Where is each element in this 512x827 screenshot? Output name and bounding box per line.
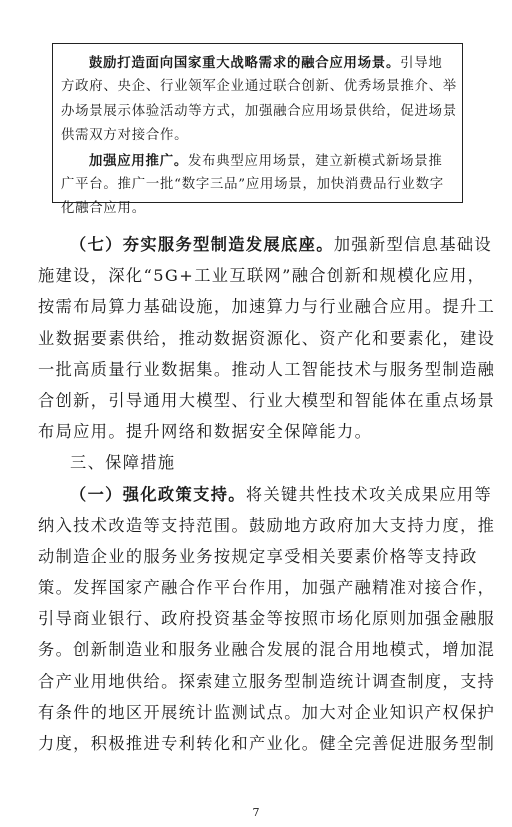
paragraph-line [38,479,493,510]
callout-box [52,43,463,217]
callout-emphasis-promotion: 加强应用推广。 [89,152,188,169]
paragraph-line [38,229,493,260]
callout-line: 广平台。推广一批“数字三品”应用场景，加快消费品行业数字 [61,176,444,192]
callout-line: 办场景展示体验活动等方式，加强融合应用场景供给，促进场景 [61,103,457,119]
callout-text: 引导地 [400,56,443,71]
paragraph-text: 加强新型信息基础设 [333,235,493,254]
callout-line [61,149,462,173]
paragraph-line: 策。发挥国家产融合作平台作用，加强产融精准对接合作， [38,578,496,598]
page-number: 7 [252,806,260,819]
paragraph-line: 务。创新制造业和服务业融合发展的混合用地模式，增加混 [38,640,496,660]
callout-line: 方政府、央企、行业领军企业通过联合创新、优秀场景推介、举 [61,79,457,95]
callout-line: 供需双方对接合作。 [61,128,189,144]
paragraph-line: 有条件的地区开展统计监测试点。加大对企业知识产权保护 [38,702,496,722]
paragraph-line: 业数据要素供给，推动数据资源化、资产化和要素化，建设 [38,328,496,348]
section-7-heading: （七）夯实服务型制造发展底座。 [70,235,334,254]
paragraph-text: 将关键共性技术攻关成果应用等 [245,484,493,504]
callout-line [61,51,462,75]
body-text [38,229,496,759]
paragraph-line: 施建设，深化“5G+工业互联网”融合创新和规模化应用， [38,266,486,286]
paragraph-line: 力度，积极推进专利转化和产业化。健全完善促进服务型制 [38,734,496,753]
paragraph-line: 纳入技术改造等支持范围。鼓励地方政府加大支持力度，推 [38,515,496,535]
paragraph-line: 引导商业银行、政府投资基金等按照市场化原则加强金融服 [38,609,496,629]
paragraph-line: 合创新，引导通用大模型、行业大模型和智能体在重点场景 [38,390,496,410]
paragraph-line: 一批高质量行业数据集。推动人工智能技术与服务型制造融 [38,359,496,379]
paragraph-line: 按需布局算力基础设施，加速算力与行业融合应用。提升工 [38,297,496,317]
subsection-1-heading: （一）强化政策支持。 [70,484,246,504]
paragraph-line: 布局应用。提升网络和数据安全保障能力。 [38,422,373,442]
callout-text: 发布典型应用场景，建立新模式新场景推 [187,153,443,169]
paragraph-line: 合产业用地供给。探索建立服务型制造统计调查制度，支持 [38,671,496,691]
paragraph-line: 动制造企业的服务业务按规定享受相关要素价格等支持政 [38,546,478,566]
callout-line: 化融合应用。 [61,201,146,217]
section-3-heading: 三、保障措施 [70,453,176,473]
callout-emphasis-scenarios: 鼓励打造面向国家重大战略需求的融合应用场景。 [89,55,401,71]
